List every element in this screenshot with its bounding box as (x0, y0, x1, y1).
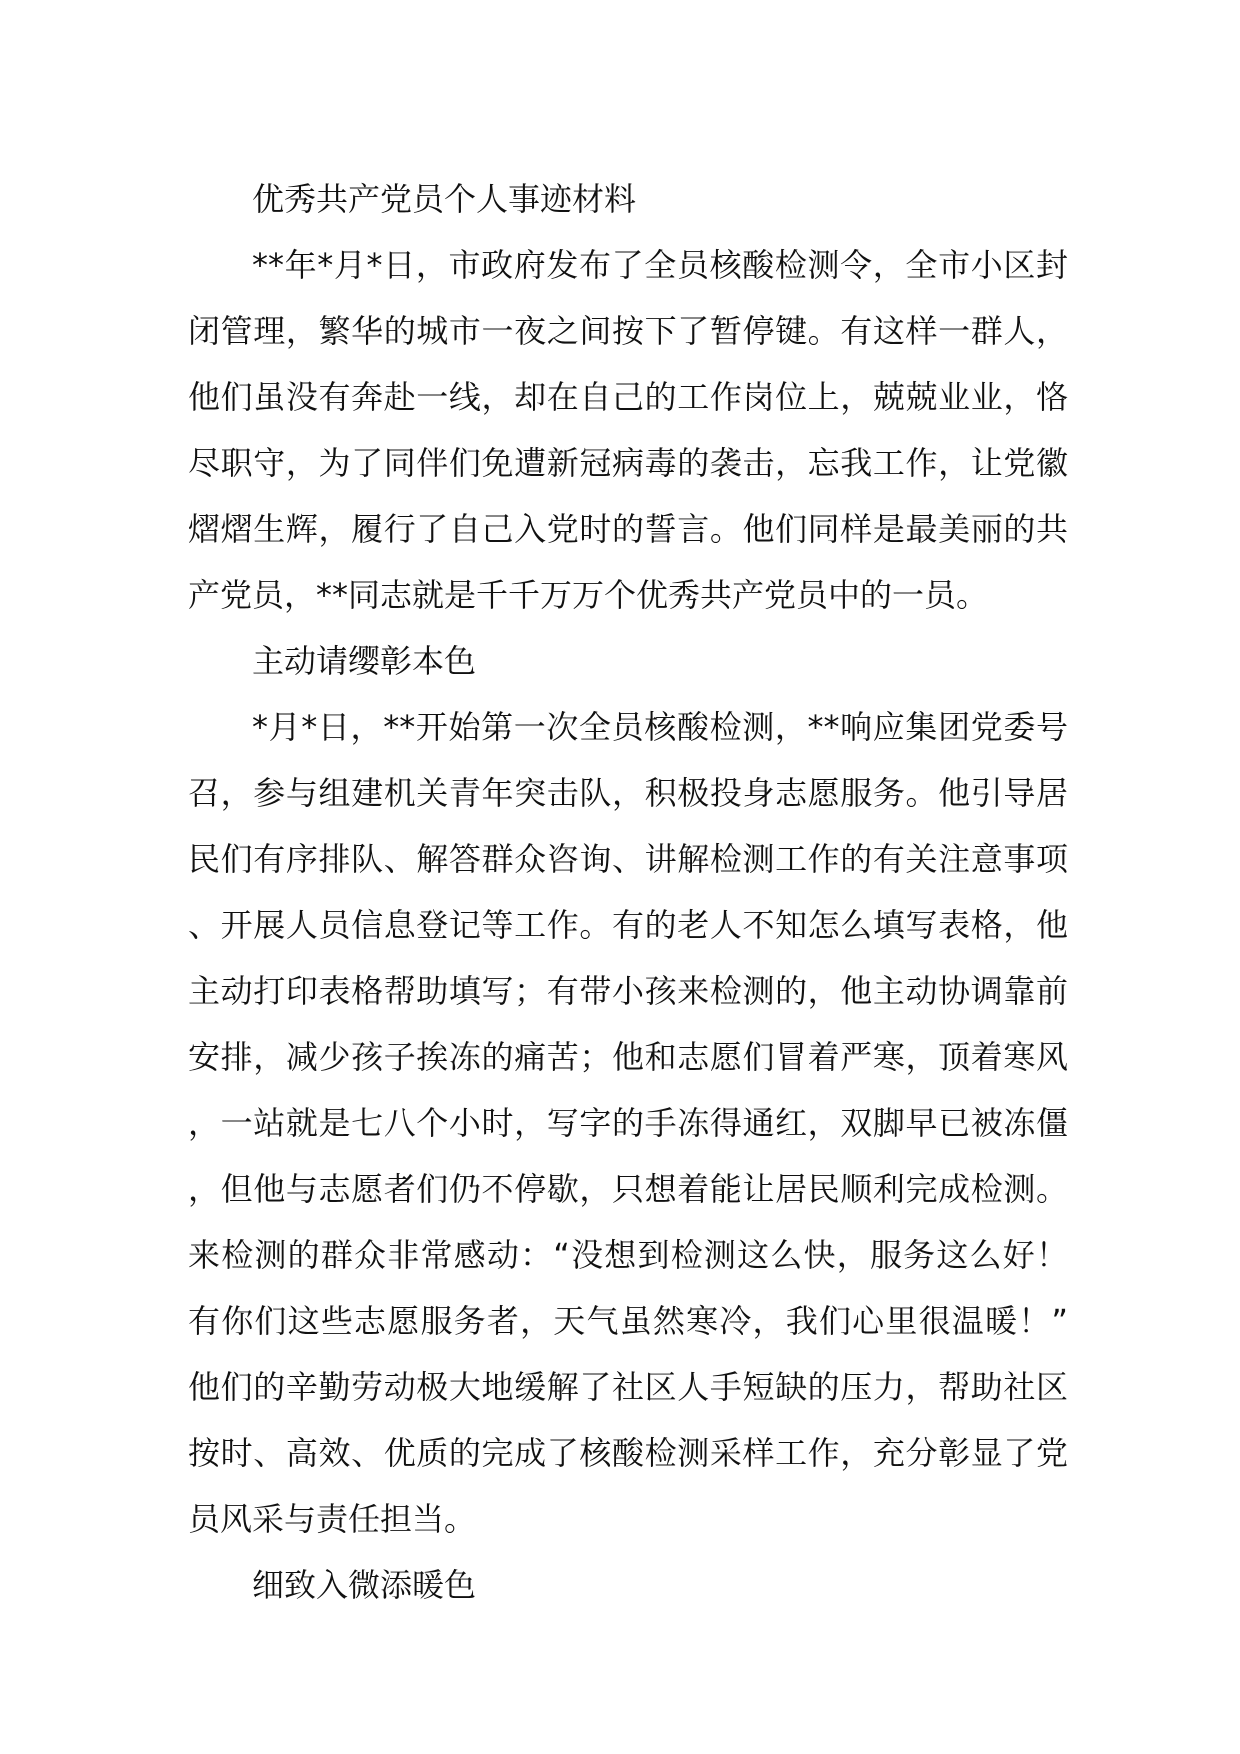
document-body (188, 166, 1068, 1618)
section-heading-2: 细致入微添暖色 (252, 1566, 477, 1604)
body-paragraph-section-1: *月*日，**开始第一次全员核酸检测，**响应集团党委号召，参与组建机关青年突击队，积极投身志愿服务。他引导居民们有序排队、解答群众咨询、讲解检测工作的有关注意事项、开展人员信息登记等工作。有的老人不知怎么填写表格，他主动打印表格帮助填写；有带小孩来检测的，他主动协调靠前安排，减少孩子挨冻的痛苦；他和志愿们冒着严寒，顶着寒风，一站就是七八个小时，写字的手冻得通红，双脚早已被冻僵，但他与志愿者们仍不停歇，只想着能让居民顺利完成检测。来检测的群众非常感动：“没想到检测这么快，服务这么好！有你们这些志愿服务者，天气虽然寒冷，我们心里很温暖！”他们的辛勤劳动极大地缓解了社区人手短缺的压力，帮助社区按时、高效、优质的完成了核酸检测采样工作，充分彰显了党员风采与责任担当。 (188, 708, 1068, 1538)
body-paragraph-intro: **年*月*日，市政府发布了全员核酸检测令，全市小区封闭管理，繁华的城市一夜之间按下了暂停键。有这样一群人，他们虽没有奔赴一线，却在自己的工作岗位上，兢兢业业，恪尽职守，为了同伴们免遭新冠病毒的袭击，忘我工作，让党徽熠熠生辉，履行了自己入党时的誓言。他们同样是最美丽的共产党员，**同志就是千千万万个优秀共产党员中的一员。 (188, 246, 1068, 614)
document-title: 优秀共产党员个人事迹材料 (252, 180, 637, 218)
section-heading-1: 主动请缨彰本色 (252, 642, 477, 680)
